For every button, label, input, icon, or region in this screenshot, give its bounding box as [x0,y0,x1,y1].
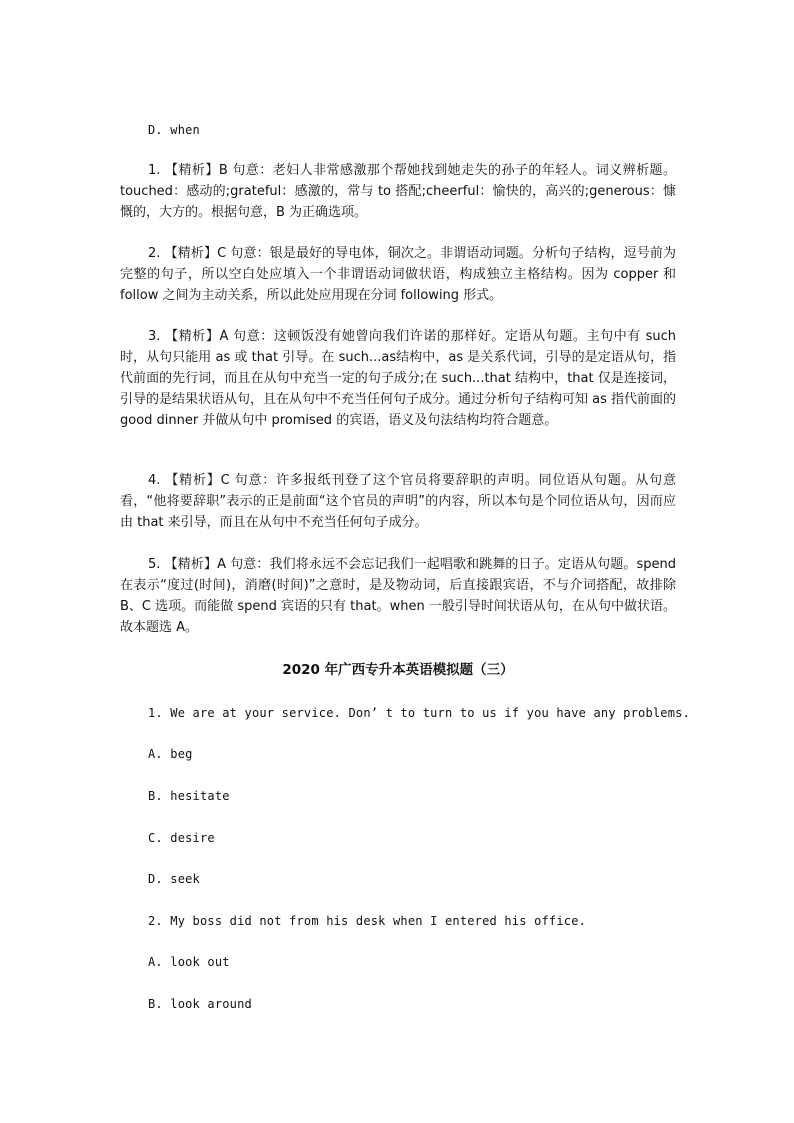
analysis-paragraph-1: 1. 【精析】B 句意：老妇人非常感激那个帮她找到她走失的孙子的年轻人。词义辨析题。touched：感动的;grateful：感激的，常与 to 搭配;cheerful：愉快的，高兴的;generous：慷慨的，大方的。根据句意，B 为正确选项。 [120,163,676,220]
analysis-paragraph-5: 5. 【精析】A 句意：我们将永远不会忘记我们一起唱歌和跳舞的日子。定语从句题。spend 在表示“度过(时间)，消磨(时间)”之意时，是及物动词，后直接跟宾语，不与介词搭配，故排除 B、C 选项。而能做 spend 宾语的只有 that。when 一般引导时间状语从句，在从句中做状语。故本题选 A。 [120,557,676,635]
analysis-paragraph-4: 4. 【精析】C 句意：许多报纸刊登了这个官员将要辞职的声明。同位语从句题。从句意看，“他将要辞职”表示的正是前面“这个官员的声明”的内容，所以本句是个同位语从句，因而应由 that 来引导，而且在从句中不充当任何句子成分。 [120,473,676,530]
question-1-option-c: C. desire [148,831,215,845]
document-page [120,0,690,1123]
question-1-stem: 1. We are at your service. Don’ t to turn to us if you have any problems. [148,706,690,720]
prev-option-d: D. when [148,123,200,137]
question-1-option-d: D. seek [148,872,200,886]
question-2-option-b: B. look around [148,997,252,1011]
question-2-stem: 2. My boss did not from his desk when I entered his office. [148,914,587,928]
analysis-paragraph-3: 3. 【精析】A 句意：这顿饭没有她曾向我们许诺的那样好。定语从句题。主句中有 such时，从句只能用 as 或 that 引导。在 such...as结构中，as 是关系代词，引导的是定语从句，指代前面的先行词，而且在从句中充当一定的句子成分;在 such...that 结构中，that 仅是连接词，引导的是结果状语从句，且在从句中不充当任何句子成分。通过分析句子结构可知 as 指代前面的 good dinner 并做从句中 promised 的宾语，语义及句法结构均符合题意。 [120,329,677,428]
section-title: 2020 年广西专升本英语模拟题（三） [282,662,514,678]
question-2-option-a: A. look out [148,955,230,969]
analysis-paragraph-2: 2. 【精析】C 句意：银是最好的导电体，铜次之。非谓语动词题。分析句子结构，逗号前为完整的句子，所以空白处应填入一个非谓语动词做状语，构成独立主格结构。因为 copper 和 follow 之间为主动关系，所以此处应用现在分词 following 形式。 [120,246,676,303]
question-1-option-a: A. beg [148,747,193,761]
question-1-option-b: B. hesitate [148,789,230,803]
